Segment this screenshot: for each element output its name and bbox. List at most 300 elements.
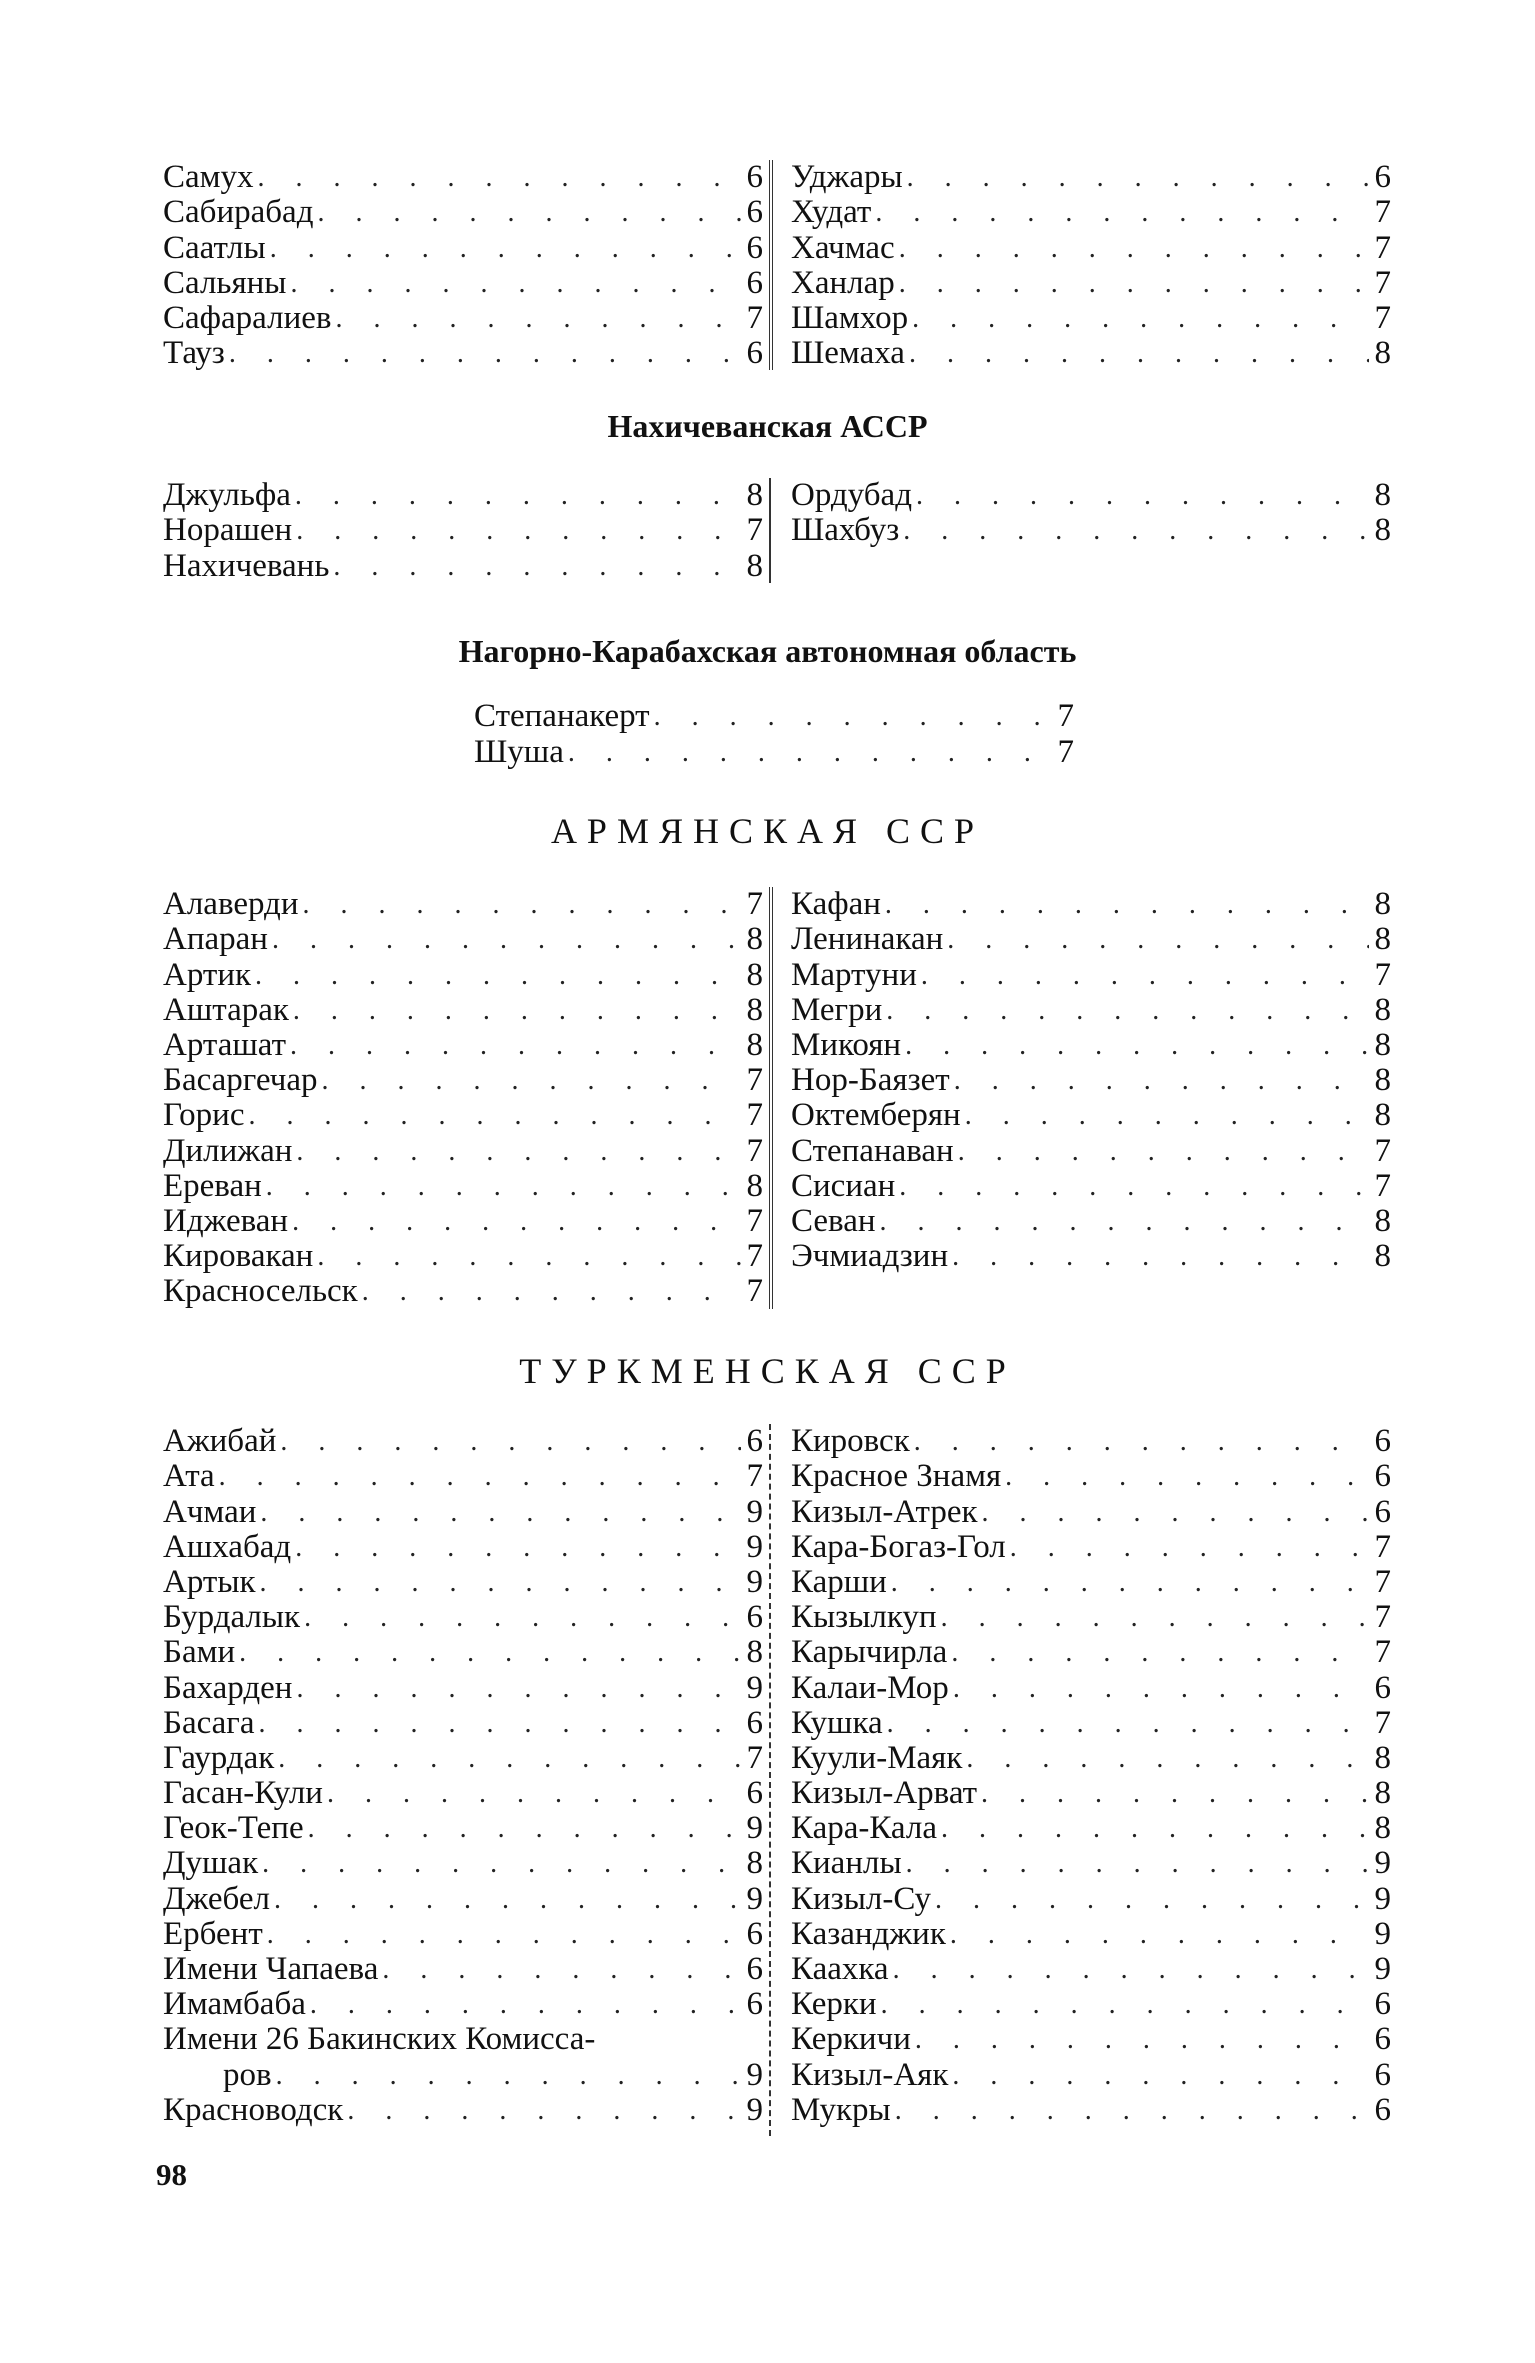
list-item xyxy=(791,1494,1391,1529)
list-item xyxy=(791,1239,1391,1274)
place-name: Сафаралиев xyxy=(163,299,332,336)
dot-leader xyxy=(256,1495,741,1530)
list-item xyxy=(163,513,763,548)
list-item xyxy=(163,160,763,195)
place-name: Нор-Баязет xyxy=(791,1062,950,1099)
karabakh-list xyxy=(474,698,1074,770)
zone-value: 8 xyxy=(746,991,763,1028)
zone-value: 7 xyxy=(1374,1599,1391,1636)
place-name: Саатлы xyxy=(163,229,266,266)
list-item xyxy=(791,2022,1391,2057)
place-name: Керки xyxy=(791,1986,877,2023)
dot-leader xyxy=(946,1917,1369,1952)
list-item xyxy=(791,993,1391,1028)
list-item xyxy=(163,1881,763,1916)
list-item xyxy=(163,1670,763,1705)
list-item xyxy=(791,1204,1391,1239)
list-item xyxy=(163,1494,763,1529)
dot-leader xyxy=(947,1635,1369,1670)
dot-leader xyxy=(977,1776,1369,1811)
list-item xyxy=(163,1776,763,1811)
dot-leader xyxy=(300,1600,741,1635)
dot-leader xyxy=(889,1952,1369,1987)
dot-leader xyxy=(292,513,741,548)
list-item xyxy=(791,160,1391,195)
place-name: Имени Чапаева xyxy=(163,1951,379,1987)
dot-leader xyxy=(954,1134,1369,1169)
zone-value: 9 xyxy=(746,2091,763,2128)
list-item xyxy=(791,1811,1391,1846)
page-number: 98 xyxy=(156,2157,187,2192)
zone-value: 8 xyxy=(1374,1026,1391,1063)
list-item xyxy=(791,1952,1391,1987)
dot-leader xyxy=(902,1846,1369,1881)
dot-leader xyxy=(272,2058,741,2093)
dot-leader xyxy=(299,887,742,922)
zone-value: 6 xyxy=(746,229,763,266)
list-item xyxy=(163,1028,763,1063)
place-name: Ажибай xyxy=(163,1423,277,1460)
list-item xyxy=(163,1706,763,1741)
zone-value: 9 xyxy=(1374,1951,1391,1987)
place-name: Кизыл-Су xyxy=(791,1880,932,1917)
right-column xyxy=(791,887,1391,1309)
place-name: Карычирла xyxy=(791,1634,948,1671)
dot-leader xyxy=(292,1671,741,1706)
list-item xyxy=(163,887,763,922)
azerbaijan-list xyxy=(163,160,1391,371)
zone-value: 8 xyxy=(1374,1097,1391,1134)
place-name: Алаверди xyxy=(163,886,299,923)
list-item xyxy=(163,301,763,336)
zone-value: 8 xyxy=(746,956,763,993)
place-name: Ленинакан xyxy=(791,921,944,958)
place-name: Степанаван xyxy=(791,1132,954,1169)
place-name: Кировск xyxy=(791,1423,910,1460)
list-item xyxy=(791,922,1391,957)
dot-leader xyxy=(905,336,1369,371)
zone-value: 6 xyxy=(1374,159,1391,196)
zone-value: 6 xyxy=(746,1951,763,1987)
place-name: Уджары xyxy=(791,159,903,196)
list-item xyxy=(163,1063,763,1098)
zone-value: 6 xyxy=(746,194,763,231)
dot-leader xyxy=(937,1600,1369,1635)
list-item xyxy=(791,266,1391,301)
dot-leader xyxy=(245,1098,742,1133)
dot-leader xyxy=(917,958,1369,993)
place-name: Тауз xyxy=(163,335,225,372)
zone-value: 9 xyxy=(746,2056,763,2093)
zone-value: 7 xyxy=(1374,1132,1391,1169)
place-name: Мукры xyxy=(791,2091,891,2128)
dot-leader xyxy=(564,735,1052,770)
list-item xyxy=(791,1424,1391,1459)
list-item xyxy=(791,1741,1391,1776)
zone-value: 7 xyxy=(746,1739,763,1776)
zone-value: 7 xyxy=(1374,194,1391,231)
zone-value: 9 xyxy=(746,1563,763,1600)
dot-leader xyxy=(254,160,741,195)
zone-value: 9 xyxy=(1374,1915,1391,1952)
place-name: Куули-Маяк xyxy=(791,1739,963,1776)
list-item xyxy=(791,513,1391,548)
dot-leader xyxy=(1001,1459,1369,1494)
list-item xyxy=(163,1169,763,1204)
list-item xyxy=(163,1274,763,1309)
zone-value: 8 xyxy=(1374,1810,1391,1847)
list-item xyxy=(791,1169,1391,1204)
place-name: Самух xyxy=(163,159,254,196)
zone-value: 7 xyxy=(1057,698,1074,734)
section-heading-nakhichevan: Нахичеванская АССР xyxy=(607,408,928,444)
place-name: Нахичевань xyxy=(163,547,330,584)
list-item xyxy=(474,734,1074,770)
dot-leader xyxy=(274,1741,741,1776)
list-item xyxy=(791,1706,1391,1741)
dot-leader xyxy=(270,1882,741,1917)
dot-leader xyxy=(286,266,741,301)
zone-value: 8 xyxy=(746,1845,763,1882)
place-name: Кизыл-Аяк xyxy=(791,2056,949,2093)
list-item xyxy=(163,1530,763,1565)
zone-value: 8 xyxy=(746,1634,763,1671)
list-item xyxy=(163,1741,763,1776)
place-name: Калаи-Мор xyxy=(791,1669,949,1706)
list-item xyxy=(163,230,763,265)
place-name: Ата xyxy=(163,1458,215,1495)
place-name: Кизыл-Арват xyxy=(791,1775,978,1812)
place-name: Дилижан xyxy=(163,1132,293,1169)
place-name: Басага xyxy=(163,1704,255,1741)
list-item xyxy=(791,1987,1391,2022)
dot-leader xyxy=(891,2093,1369,2128)
dot-leader xyxy=(1006,1530,1369,1565)
place-name: Сисиан xyxy=(791,1167,896,1204)
place-name: Душак xyxy=(163,1845,259,1882)
place-name: Мегри xyxy=(791,991,883,1028)
list-item xyxy=(791,1565,1391,1600)
place-name: Казанджик xyxy=(791,1915,946,1952)
dot-leader xyxy=(912,478,1369,513)
left-column xyxy=(163,160,763,371)
list-item xyxy=(163,1917,763,1952)
list-item xyxy=(791,1098,1391,1133)
place-name: Красносельск xyxy=(163,1273,358,1310)
left-column xyxy=(163,887,763,1309)
zone-value: 8 xyxy=(746,1026,763,1063)
zone-value: 9 xyxy=(746,1493,763,1530)
dot-leader xyxy=(943,922,1369,957)
dot-leader xyxy=(268,922,741,957)
place-name: Иджеван xyxy=(163,1202,289,1239)
dot-leader xyxy=(291,478,741,513)
dot-leader xyxy=(289,993,741,1028)
list-item xyxy=(791,1028,1391,1063)
zone-value: 7 xyxy=(1374,264,1391,301)
list-item xyxy=(791,478,1391,513)
list-item xyxy=(791,2093,1391,2128)
place-name: Севан xyxy=(791,1202,876,1239)
place-name: Хачмас xyxy=(791,229,895,266)
list-item xyxy=(163,1565,763,1600)
place-name: Ачмаи xyxy=(163,1493,257,1530)
dot-leader xyxy=(937,1811,1369,1846)
zone-value: 9 xyxy=(746,1669,763,1706)
zone-value: 7 xyxy=(746,1062,763,1099)
dot-leader xyxy=(304,1811,741,1846)
zone-value: 6 xyxy=(746,1915,763,1952)
place-name: Кара-Богаз-Гол xyxy=(791,1528,1006,1565)
dot-leader xyxy=(331,301,741,336)
dot-leader xyxy=(323,1776,741,1811)
list-item xyxy=(791,1063,1391,1098)
list-item xyxy=(163,1204,763,1239)
place-name: Каахка xyxy=(791,1951,889,1987)
dot-leader xyxy=(313,1239,741,1274)
list-item xyxy=(163,548,763,583)
list-item xyxy=(791,1635,1391,1670)
zone-value: 6 xyxy=(1374,1458,1391,1495)
dot-leader xyxy=(263,1917,741,1952)
turkmenia-list xyxy=(163,1424,1391,2128)
left-column xyxy=(163,478,763,584)
zone-value: 7 xyxy=(1374,299,1391,336)
zone-value: 8 xyxy=(1374,1739,1391,1776)
place-name: Гаурдак xyxy=(163,1739,275,1776)
place-name: Арташат xyxy=(163,1026,286,1063)
list-item xyxy=(791,1530,1391,1565)
right-column xyxy=(791,478,1391,584)
zone-value: 6 xyxy=(746,1599,763,1636)
dot-leader xyxy=(313,195,741,230)
place-name: Кафан xyxy=(791,886,881,923)
place-name: Кианлы xyxy=(791,1845,902,1882)
list-item xyxy=(163,1098,763,1133)
zone-value: 6 xyxy=(1374,2056,1391,2093)
dot-leader xyxy=(871,195,1369,230)
zone-value: 6 xyxy=(1374,2021,1391,2058)
place-name: Артык xyxy=(163,1563,256,1600)
list-item xyxy=(163,1846,763,1881)
place-name: Апаран xyxy=(163,921,268,958)
list-item xyxy=(163,1600,763,1635)
zone-value: 7 xyxy=(1374,1528,1391,1565)
zone-value: 6 xyxy=(746,335,763,372)
zone-value: 9 xyxy=(1374,1880,1391,1917)
place-name: Джебел xyxy=(163,1880,270,1917)
zone-value: 9 xyxy=(746,1810,763,1847)
dot-leader xyxy=(251,958,741,993)
dot-leader xyxy=(317,1063,741,1098)
left-column xyxy=(163,1424,763,2128)
section-heading-karabakh: Нагорно-Карабахская автономная область xyxy=(458,633,1077,669)
dot-leader xyxy=(949,1671,1369,1706)
zone-value: 8 xyxy=(1374,512,1391,549)
dot-leader xyxy=(235,1635,741,1670)
dot-leader xyxy=(961,1098,1369,1133)
place-name: Кировакан xyxy=(163,1238,314,1275)
zone-value: 6 xyxy=(1374,1986,1391,2023)
place-name: Ербент xyxy=(163,1915,263,1952)
zone-value: 6 xyxy=(746,264,763,301)
list-item xyxy=(791,887,1391,922)
dot-leader xyxy=(306,1987,741,2022)
place-name: Шуша xyxy=(474,734,564,770)
list-item xyxy=(163,957,763,992)
list-item xyxy=(791,2057,1391,2092)
zone-value: 8 xyxy=(1374,991,1391,1028)
list-item xyxy=(791,301,1391,336)
list-item xyxy=(791,1133,1391,1168)
dot-leader xyxy=(948,2058,1369,2093)
dot-leader xyxy=(343,2093,741,2128)
dot-leader xyxy=(881,887,1369,922)
place-name: Карши xyxy=(791,1563,887,1600)
dot-leader xyxy=(931,1882,1369,1917)
place-name: Джульфа xyxy=(163,477,291,514)
list-item xyxy=(163,1811,763,1846)
zone-value: 7 xyxy=(1374,956,1391,993)
dot-leader xyxy=(901,1028,1369,1063)
place-name: Горис xyxy=(163,1097,245,1134)
dot-leader xyxy=(903,160,1369,195)
zone-value: 7 xyxy=(746,1273,763,1310)
dot-leader xyxy=(225,336,741,371)
dot-leader xyxy=(266,231,741,266)
zone-value: 9 xyxy=(1374,1845,1391,1882)
place-name: Красное Знамя xyxy=(791,1458,1002,1495)
list-item xyxy=(791,1846,1391,1881)
dot-leader xyxy=(895,231,1369,266)
place-name: Октемберян xyxy=(791,1097,961,1134)
zone-value: 7 xyxy=(1374,1704,1391,1741)
dot-leader xyxy=(292,1134,741,1169)
place-name: Норашен xyxy=(163,512,293,549)
place-name: Кизыл-Атрек xyxy=(791,1493,978,1530)
place-name: Сальяны xyxy=(163,264,287,301)
place-name: Керкичи xyxy=(791,2021,911,2058)
list-item xyxy=(791,195,1391,230)
dot-leader xyxy=(291,1530,741,1565)
right-column xyxy=(791,1424,1391,2128)
dot-leader xyxy=(358,1274,741,1309)
dot-leader xyxy=(258,1846,741,1881)
dot-leader xyxy=(883,1706,1369,1741)
dot-leader xyxy=(329,549,741,584)
zone-value: 6 xyxy=(746,1986,763,2023)
list-item xyxy=(163,2093,763,2128)
list-item xyxy=(791,957,1391,992)
dot-leader xyxy=(910,1424,1369,1459)
zone-value: 6 xyxy=(746,1775,763,1812)
zone-value: 6 xyxy=(1374,2091,1391,2128)
place-name: Гасан-Кули xyxy=(163,1775,323,1812)
zone-value: 7 xyxy=(746,1097,763,1134)
zone-value: 8 xyxy=(1374,1238,1391,1275)
dot-leader xyxy=(978,1495,1369,1530)
dot-leader xyxy=(887,1565,1369,1600)
zone-value: 7 xyxy=(746,299,763,336)
place-name: Кушка xyxy=(791,1704,883,1741)
list-item xyxy=(791,1670,1391,1705)
zone-value: 6 xyxy=(746,1704,763,1741)
list-item xyxy=(163,478,763,513)
place-name: Микоян xyxy=(791,1026,902,1063)
place-name: Кызылкуп xyxy=(791,1599,937,1636)
zone-value: 8 xyxy=(746,477,763,514)
zone-value: 8 xyxy=(1374,886,1391,923)
list-item xyxy=(163,2022,763,2057)
dot-leader xyxy=(911,2022,1369,2057)
list-item xyxy=(163,195,763,230)
list-item xyxy=(163,1635,763,1670)
list-item xyxy=(163,2057,763,2092)
zone-value: 8 xyxy=(1374,335,1391,372)
dot-leader xyxy=(882,993,1369,1028)
dot-leader xyxy=(948,1239,1369,1274)
dot-leader xyxy=(254,1706,741,1741)
place-name: Имамбаба xyxy=(163,1986,306,2023)
right-column xyxy=(791,160,1391,371)
zone-value: 6 xyxy=(1374,1493,1391,1530)
place-name: Аштарак xyxy=(163,991,289,1028)
zone-value: 9 xyxy=(746,1880,763,1917)
list-item xyxy=(163,1239,763,1274)
zone-value: 7 xyxy=(1057,734,1074,770)
place-name: Шахбуз xyxy=(791,512,900,549)
place-name: Шамхор xyxy=(791,299,909,336)
list-item xyxy=(791,1917,1391,1952)
zone-value: 6 xyxy=(1374,1669,1391,1706)
place-name: Артик xyxy=(163,956,252,993)
place-name: Ереван xyxy=(163,1167,262,1204)
dot-leader xyxy=(650,699,1052,734)
zone-value: 6 xyxy=(1374,1423,1391,1460)
zone-value: 8 xyxy=(1374,921,1391,958)
list-item xyxy=(163,266,763,301)
zone-value: 8 xyxy=(746,921,763,958)
zone-value: 7 xyxy=(746,1132,763,1169)
list-item xyxy=(791,1459,1391,1494)
dot-leader xyxy=(286,1028,741,1063)
place-name: Эчмиадзин xyxy=(791,1238,949,1275)
place-name: Мартуни xyxy=(791,956,917,993)
dot-leader xyxy=(262,1169,741,1204)
section-heading-armenia: АРМЯНСКАЯ ССР xyxy=(550,811,985,851)
list-item xyxy=(163,1424,763,1459)
place-name: Басаргечар xyxy=(163,1062,318,1099)
list-item xyxy=(474,698,1074,734)
place-name: Шемаха xyxy=(791,335,905,372)
dot-leader xyxy=(877,1987,1369,2022)
list-item xyxy=(791,230,1391,265)
dot-leader xyxy=(908,301,1369,336)
place-name: Геок-Тепе xyxy=(163,1810,304,1847)
place-name: Кара-Кала xyxy=(791,1810,937,1847)
list-item xyxy=(163,336,763,371)
zone-value: 8 xyxy=(1374,1202,1391,1239)
zone-value: 7 xyxy=(746,1202,763,1239)
dot-leader xyxy=(215,1459,741,1494)
zone-value: 6 xyxy=(746,1423,763,1460)
place-name: Ханлар xyxy=(791,264,895,301)
place-name: Красноводск xyxy=(163,2091,344,2128)
place-name: ров xyxy=(223,2056,272,2093)
list-item xyxy=(791,1881,1391,1916)
zone-value: 6 xyxy=(746,159,763,196)
zone-value: 8 xyxy=(1374,1062,1391,1099)
